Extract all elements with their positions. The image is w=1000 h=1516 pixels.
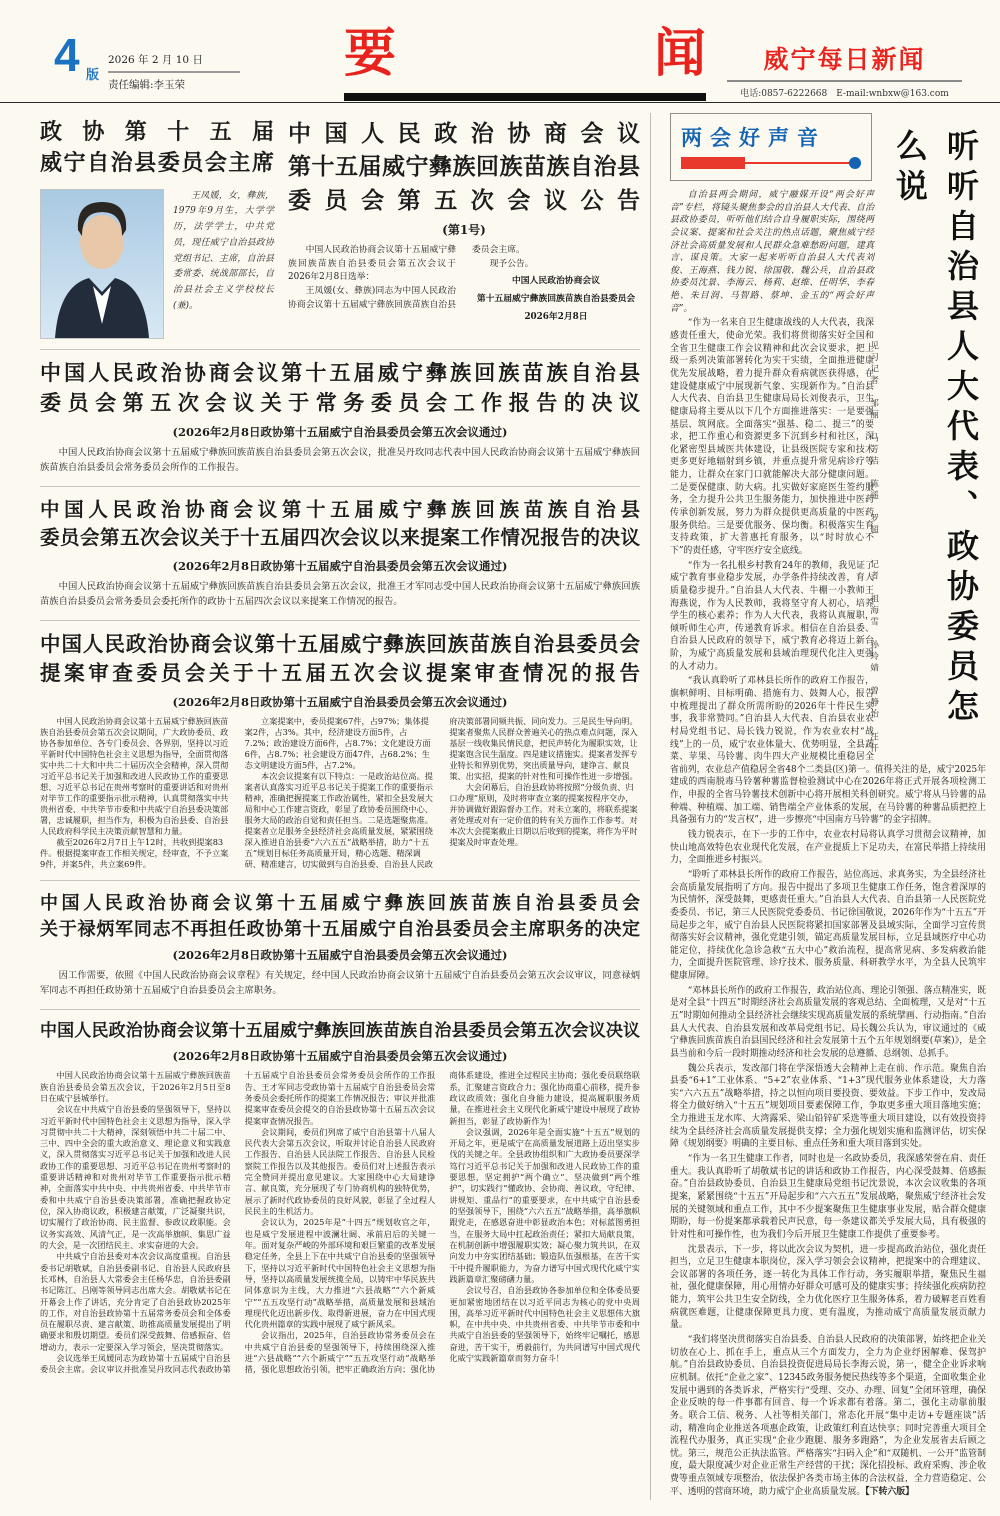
paragraph: 中国人民政治协商会议第十五届威宁彝族回族苗族自治县委员会第五次会议，批准吴丹玫同志代表中国人民政治协商会议第十五届威宁彝族回族苗族自治县委员会常务委员会所作的工作报告。 — [40, 447, 640, 474]
article-title-line2: 委员会第五次会议关于十五届四次会议以来提案工作情况报告的决议 — [40, 527, 640, 550]
paragraph: 中共威宁自治县委对本次会议高度重视。自治县委书记胡敬斌，自治县委副书记、自治县人民政府县长邓林，自治县人大常委会主任杨华忠，自治县委副书记陈江、吕刚等领导同志出席大会。胡敬斌书记在开幕会上作了讲话，充分肯定了自治县政协2025年的工作，对自治县政协第十五届常务委员会和全体委员在履职尽责、建言献策、助推高质量发展提出了明确要求和殷切期望。委员们深受鼓舞、倍感振奋、倍增动力，表示一定要深入学习领会，坚决贯彻落实。 — [40, 1251, 231, 1352]
paragraph: 魏公兵表示，发改部门将在学深悟透大会精神上走在前、作示范。聚焦自治县委“6+1”工业体系、“5+2”农业体系、“1+3”现代服务业体系建设，大力落实“六六五五”战略举措，持之以恒向项目要投资、要效益。下步工作中，发改局将全力做好纳入“十五五”规划项目要素保障工作，争取更多重大项目落地实施；全力推进玉龙水库、大湾露采、梁山铅锌矿采选等重大项目建设，以有效投资持续为全县经济社会高质量发展提供支撑；全力强化规划实施和监测评估，切实保障《规划纲要》明确的主要目标、重点任务和重大项目落到实处。 — [670, 1063, 986, 1150]
article-body — [40, 969, 640, 999]
article-title-line2: 关于禄炳军同志不再担任政协第十五届威宁自治县委员会主席职务的决定 — [40, 918, 640, 939]
paragraph: 现予公告。 — [489, 258, 534, 269]
blue-dot-icon — [849, 157, 861, 169]
article-subtitle: (2026年2月8日政协第十五届威宁自治县委员会第五次会议通过) — [172, 694, 508, 709]
paragraph: 沈景表示，下一步，将以此次会议为契机，进一步提高政治站位，强化责任担当，立足卫生健康本职岗位，深入学习领会会议精神，把提案中的合理建议、会议部署的各项任务，逐一转化为具体工作行动，务实履职举措，聚焦民生福祉，强化健康保障，用心用情办好群众可感可及的健康实事；持续强化疾病防控能力，筑牢公共卫生安全防线，全力优化医疗卫生服务体系，着力破解老百姓看病就医难题，让健康保障更具力度、更有温度，为推动威宁高质量发展贡献力量。 — [670, 1244, 986, 1331]
edition-label: 版 — [86, 68, 100, 83]
continued-notice: 【下转六版】 — [865, 1486, 915, 1497]
announcement-title-line1: 中国人民政治协商会议 — [288, 120, 640, 146]
article-title-line1: 中国人民政治协商会议第十五届威宁彝族回族苗族自治县委员会 — [40, 632, 640, 656]
red-line-icon — [745, 162, 853, 164]
article-proposal-work-resolution — [40, 486, 640, 619]
article-title: 中国人民政治协商会议第十五届威宁彝族回族苗族自治县委员会第五次会议决议 — [40, 1020, 640, 1040]
date-rule — [108, 71, 240, 73]
red-bar-icon — [681, 157, 745, 169]
article-proposal-review-report — [40, 620, 640, 880]
left-column — [40, 113, 640, 1500]
vertical-headline-block — [868, 113, 986, 761]
paragraph: “聆听了邓林县长所作的政府工作报告，站位高远、求真务实，为全县经济社会高质量发展指明了方向。报告中提出了多项卫生健康工作任务，饱含着深厚的为民情怀，深受鼓舞，更感责任重大。”自治县人大代表、自治县第一人民医院党委委员、书记，第三人民医院党委委员、书记徐国敬说，2026年作为“十五五”开局起步之年，威宁自治县人民医院将紧扣国家部署及县域实际，全面学习宣传贯彻落实好会议精神，强化党建引领，锚定高质量发展目标，立足县域医疗中心功能定位，持续优化急诊急救“五大中心”救治流程，提高常见病、多发病救治能力，全面提升医院管理、诊疗技术、服务质量、科研教学水平，为全县人民筑牢健康屏障。 — [670, 869, 986, 982]
article-subtitle: (2026年2月8日政协第十五届威宁自治县委员会第五次会议通过) — [172, 1049, 508, 1064]
article-title-line2: 提案审查委员会关于十五届五次会议提案审查情况的报告 — [40, 662, 640, 686]
paragraph: 中国人民政治协商会议第十五届威宁彝族回族苗族自治县委员会第五次会议于2026年2月8日选举： — [288, 245, 456, 283]
profile-title-line2: 威宁自治县委员会主席 — [40, 149, 274, 175]
paragraph: 因工作需要，依照《中国人民政治协商会议章程》有关规定，经中国人民政治协商会议第十五届威宁自治县委员会第五次会议审议，同意禄炳军同志不再担任政协第十五届威宁自治县委员会主席职务。 — [40, 969, 640, 996]
announcement-title-line3: 委员会第五次会议公告 — [288, 186, 640, 213]
paragraph: 大会闭幕后，自治县政协将按照“分级负责、归口办理”原则，及时将审查立案的提案按程序交办，并协调做好跟踪督办工作。对未立案的，将联系提案者处理或对有一定价值的转有关方面作工作参考。对本次大会提案截止日期以后收到的提案，将作为平时提案及时审查处理。 — [449, 781, 638, 847]
paragraph: 会议期间，委员们列席了威宁自治县第十八届人民代表大会第五次会议，听取并讨论自治县人民政府工作报告、自治县人民法院工作报告、自治县人民检察院工作报告以及其他报告。委员们对上述报告表示完全赞同并提出意见建议。大家围绕中心大局建诤言、献良策，充分展现了专门协商机构的独特优势，展示了新时代政协委员的良好风貌，彰显了全过程人民民主的生机活力。 — [244, 1126, 436, 1217]
chairwoman-profile — [40, 117, 274, 339]
paragraph: 会议在中共威宁自治县委的坚强领导下，坚持以习近平新时代中国特色社会主义思想为指导，深入学习贯彻中共二十大精神，深刻领悟中共二十届二中、三中、四中全会的重大政治意义、理论意义和实践意义，深入贯彻落实习近平总书记关于加强和改进人民政协工作的重要思想、习近平总书记在贵州考察时的重要讲话精神和对贵州对毕节工作重要指示批示精神，全面落实中共中央、中共贵州省委、中共毕节市委和中共威宁自治县委决策部署，准确把握政协定位，深入协商议政，积极建言献策，广泛凝聚共识，切实履行了政治协商、民主监督、参政议政职能。会议务实高效、风清气正，是一次高举旗帜、集思广益的大会，是一次团结民主、求实奋进的大会。 — [40, 1104, 231, 1250]
announcement-article — [288, 117, 640, 339]
top-row — [40, 113, 640, 349]
signature-org-line2: 第十五届威宁彝族回族苗族自治县委员会 — [476, 293, 636, 304]
profile-body — [40, 189, 274, 339]
paragraph: 本次会议提案有以下特点：一是政治站位高。提案者认真落实习近平总书记关于提案工作的重要指示精神，准确把握提案工作政治属性，紧扣全县发展大局和中心工作建言资政，彰显了政协委员围绕中心、服务大局的政治自觉和责任担当。二是选题聚焦准。提案者立足服务全县经济社会高质量发展，紧紧围绕深入推进自治县委“六六五五”战略举措，助力“十五五”规划目标任务高质量开局，精心选题、精深调研、精准建言，切实做到与自治县委、自治县人民政府决策部署同频共振、同向发力。三是民生导向明。提案者聚焦人民群众普遍关心的热点难点问题，深入基层一线收集民情民意，把民声转化为履职实效，让提案饱含民生温度。四是建议措施实。提案者发挥专业特长和界别优势，突出质量导向，建诤言、献良策、出实招，提案的针对性和可操作性进一步增强。 — [244, 715, 638, 869]
profile-bio — [173, 189, 274, 339]
paragraph: 会议选举王凤媛同志为政协第十五届威宁自治县委员会主席。会议审议并批准吴丹玫同志代表政协第十五届威宁自治县委员会常务委员会所作的工作报告、王才军同志受政协第十五届威宁自治县委员会常务委员会委托所作的提案工作情况报告；审议并批准提案审查委员会提交的自治县政协第十五届五次会议提案审查情况报告。 — [40, 1070, 436, 1375]
article-session-resolution — [40, 1009, 640, 1386]
headline-underline-bar — [344, 93, 706, 101]
portrait-photo — [40, 189, 164, 339]
article-title-line1: 中国人民政治协商会议第十五届威宁彝族回族苗族自治县 — [40, 361, 640, 385]
paragraph: “邓林县长所作的政府工作报告，政治站位高、理论引领强、落点精准实，既是对全县“十四五”时期经济社会高质量发展的客观总结、全面梳理，又是对“十五五”时期如何推动全县经济社会继续实现高质量发展的系统擘画、行动指南。”自治县人大代表、自治县发展和改革局党组书记、局长魏公兵认为，审议通过的《威宁彝族回族苗族自治县国民经济和社会发展第十五个五年规划纲要(草案)》，是全县当前和今后一段时期推动经济和社会发展的总遵循、总纲领、总抓手。 — [670, 985, 986, 1059]
masthead-block — [727, 40, 962, 99]
paragraph: 中国人民政治协商会议第十五届威宁彝族回族苗族自治县委员会第五次会议，于2026年2月5日至8日在威宁县城举行。 — [40, 1070, 231, 1103]
article-body — [40, 446, 640, 476]
paragraph: 钱力锐表示，在下一步的工作中，农业农村局将认真学习贯彻会议精神，加快山地高效特色农业现代化发展，在产业提质上下足功夫，在富民举措上持续用力，全面推进乡村振兴。 — [670, 830, 986, 866]
right-column — [661, 113, 986, 1500]
article-body-columns — [40, 716, 640, 870]
paragraph: 王凤媛(女、彝族)同志为中国人民政治协商会议第十五届威宁彝族回族苗族自治县委员会主席。 — [288, 245, 525, 310]
paragraph: “我认真聆听了邓林县长所作的政府工作报告，旗帜鲜明、目标明确、措施有力、鼓舞人心，报告中梳理提出了群众所需所盼的2026年十件民生实事，我非常赞同。”自治县人大代表、自治县农业农村局党组书记、局长钱力锐说，作为农业农村“战线”上的一员，威宁农业体量大、优势明显，全县蔬菜、苹果、马铃薯、肉牛四大产业规模比重稳居全省前列，农业总产值稳居全省48个二类县(区)第一。值得关注的是，威宁2025年建成的西南脱毒马铃薯种薯监督检验测试中心在2026年将正式开展各项检测工作，申报的全省马铃薯技术创新中心将开展相关科创研究。威宁将从马铃薯的品种端、种植端、加工端、销售端全产业体系的发展，在马铃薯的种薯品质把控上具备强有力的“发言权”，进一步擦亮“中国南方马铃薯”的金字招牌。 — [670, 676, 986, 826]
voices-intro: 自治县两会期间，威宁融媒开设“两会好声音”专栏，将镜头聚焦参会的自治县人大代表、自治县政协委员，听听他们结合自身履职实际，围绕两会议案、提案和社会关注的热点话题，聚焦威宁经济社会高质量发展和人民群众急难愁盼问题，建真言、谋良策。大家一起来听听自治县人大代表刘俊、王海燕、钱力锐、徐国敬、魏公兵，自治县政协委员沈景、李海云、杨莉、赵维、任明华、李春艳、朱目润、马智路、蔡坤、金玉的“两会好声音”。 — [670, 190, 874, 314]
article-subtitle: (2026年2月8日政协第十五届威宁自治县委员会第五次会议通过) — [172, 947, 508, 962]
date-editor-block — [108, 52, 240, 92]
publication-date: 2026 年 2 月 10 日 — [108, 54, 203, 66]
reporter-byline: 见习记者 邹丽 马芳洁 陈遥 罗超 记者 祖海雪 孙玲婧 曾静怡 汪仟 — [868, 341, 879, 755]
paragraph: 截至2026年2月7日上午12时，共收到提案83件。根据提案审查工作相关规定，经审查，不予立案9件，并案5件，共立案69件。 — [40, 836, 229, 869]
article-title-line1: 中国人民政治协商会议第十五届威宁彝族回族苗族自治县 — [40, 499, 640, 522]
article-subtitle: (2026年2月8日政协第十五届威宁自治县委员会第五次会议通过) — [172, 558, 508, 573]
announcement-issue-no: (第1号) — [442, 223, 486, 238]
announcement-title-line2: 第十五届威宁彝族回族苗族自治县 — [288, 153, 640, 180]
article-chairman-decision — [40, 880, 640, 1009]
voices-column-title: 两会好声音 — [681, 127, 826, 150]
paragraph — [670, 1334, 986, 1498]
page-number: 4 — [54, 29, 80, 81]
article-body — [40, 580, 640, 610]
editor-credit: 责任编辑:李玉荣 — [108, 79, 186, 91]
signature-date: 2026年2月8日 — [524, 311, 588, 322]
announcement-body — [288, 244, 640, 324]
article-subtitle: (2026年2月8日政协第十五届威宁自治县委员会第五次会议通过) — [172, 425, 508, 440]
portrait-silhouette — [41, 190, 163, 338]
masthead-rule — [727, 80, 962, 82]
article-body-columns — [40, 1070, 640, 1375]
paragraph: “作为一名来自卫生健康战线的人大代表，我深感责任重大，使命光荣。我们将贯彻落实好全国和全省卫生健康工作会议精神和此次会议要求，把上级一系列决策部署转化为实干实绩，全面推进健康优先发展战略，着力提升群众看病就医获得感，在建设健康威宁中展现新气象、实现新作为。”自治县人大代表、自治县卫生健康局局长刘俊表示，卫生健康局将主要从以下几个方面推进落实：一是要强基层、筑网底。全面落实“强基、稳二、提三”的要求，把工作重心和资源更多下沉到乡村和社区，深化紧密型县域医共体建设，让县级医院专家和技术更多更好地辐射到乡镇，并重点提升常见病诊疗等能力，让群众在家门口就能解决大部分健康问题。二是要保健康、防大病。扎实做好家庭医生签约服务，全力提升公共卫生服务能力，加快推进中医药传承创新发展，努力为群众提供更高质量的中医药服务供给。三是要优服务、保均衡。积极落实生育支持政策，扩大普惠托育服务，以“时时放心不下”的责任感，守牢医疗安全底线。 — [670, 318, 874, 556]
voices-column-box — [670, 113, 872, 181]
paragraph: “作为一名扎根乡村教育24年的教师，我见证了威宁教育事业稳步发展，办学条件持续改善，育人质量稳步提升。”自治县人大代表、牛棚一小教师王海燕说，作为人民教师，我将坚守育人初心，培养学生的核心素养；作为人大代表，我将认真履职，倾听师生心声，传递教育诉求。相信在自治县委、自治县人民政府的领导下，威宁教育必将迈上新台阶，为威宁高质量发展和县域治理现代化注入更强的人才动力。 — [670, 560, 874, 672]
voices-decoration — [681, 157, 861, 171]
vertical-headline: 听听自治县人大代表、政协委员怎么说 — [891, 129, 979, 729]
paragraph: “作为一名卫生健康工作者，同时也是一名政协委员，我深感荣誉在肩、责任重大。我认真聆听了胡敬斌书记的讲话和政协工作报告，内心深受鼓舞、倍感振奋。”自治县政协委员、自治县卫生健康局党组书记沈景说，本次会议收集的各项提案，紧紧围绕“十五五”开局起步和“六六五五”发展战略，聚焦威宁经济社会发展的关键领域和重点工作，其中不少提案聚焦卫生健康事业发展，贴合群众健康期盼，每一份提案都承载着民声民意，每一条建议都关乎发展大局，具有极强的针对性和可操作性，也为我们今后开展卫生健康工作提供了重要参考。 — [670, 1154, 986, 1240]
article-work-report-resolution — [40, 349, 640, 487]
paragraph: 立案提案中，委员提案67件，占97%；集体提案2件，占3%。其中，经济建设方面5件，占7.2%；政治建设方面6件，占8.7%；文化建设方面6件，占8.7%；社会建设方面47件，占68.2%；生态文明建设方面5件，占7.2%。 — [244, 715, 431, 770]
paragraph: 会议强调，2026年是全面实施“十五五”规划的开局之年，更是威宁在高质量发展道路上迈出坚实步伐的关键之年。全县政协组织和广大政协委员要深学笃行习近平总书记关于加强和改进人民政协工作的重要思想，坚定拥护“两个确立”、坚决做到“两个维护”，切实践行“懂政协、会协商、善议政，守纪律、讲规矩、重品行”的重要要求，在中共威宁自治县委的坚强领导下，围绕“六六五五”战略举措，高举旗帜跟党走，在感恩奋进中彰显政治本色；对标蓝图勇担当，在服务大局中扛起政治责任；紧扣大局献良策，在机制创新中增强履职实效；凝心聚力筑共识，在双向发力中夯实团结基础；锻造队伍强根基，在苦干实干中提升履职能力，为奋力谱写中国式现代化威宁实践新篇章汇聚磅礴力量。 — [449, 1126, 640, 1284]
paragraph-text: “我们将坚决贯彻落实自治县委、自治县人民政府的决策部署，始终把企业关切放在心上、抓在手上，重点从三个方面发力，全力为企业纾困解难、保驾护航。”自治县政协委员、自治县投资促进局局长李海云说，第一，健全企业诉求响应机制。依托“企业之家”、12345政务服务便民热线等多个渠道，全面收集企业发展中遇到的各类诉求，严格实行“受理、交办、办理、回复”全闭环管理，确保企业反映的每一件事都有回音、每一个诉求都有着落。第二，强化主动靠前服务。联合工信、税务、人社等相关部门，常态化开展“集中走访+专题座谈”活动，精准向企业推送各项惠企政策，让政策红利直达快享；同时完善重大项目全流程代办服务，真正实现“企业少跑腿、服务多跑路”，为企业发展省去后顾之忧。第三，规范公正执法监管。严格落实“扫码入企”和“双随机、一公开”监管制度，最大限度减少对企业正常生产经营的干扰；深化招投标、政府采购、涉企收费等重点领域专项整治，依法保护各类市场主体的合法权益，全力营造稳定、公平、透明的营商环境，助力威宁企业高质量发展。 — [670, 1335, 986, 1497]
paragraph: 会议指出，2025年，自治县政协常务委员会在中共威宁自治县委的坚强领导下，持续围绕深入推进“六县战略”“六个新威宁”“五五攻坚行动”战略举措，强化思想政治引领，把牢正确政治方向；强化协商体系建设，推进全过程民主协商；强化委员联络联系，汇聚建言资政合力；强化协商重心前移，提升参政议政质效；强化自身能力建设，提高履职服务质量，在推进社会主义现代化新威宁建设中展现了政协新担当，彰显了政协新作为！ — [244, 1070, 640, 1375]
paragraph: 中国人民政治协商会议第十五届威宁彝族回族苗族自治县委员会第五次会议期间，广大政协委员、政协各参加单位、各专门委员会、各界别，坚持以习近平新时代中国特色社会主义思想为指导，全面贯彻落实中共二十大和中共二十届历次全会精神，深入贯彻习近平总书记关于加强和改进人民政协工作的重要思想、习近平总书记在贵州考察时的重要讲话和对贵州对毕节工作的重要指示批示精神，认真贯彻落实中共贵州省委、中共毕节市委和中共威宁自治县委决策部署，忠诚履职，担当作为，积极为自治县委、自治县人民政府科学民主决策贡献智慧和力量。 — [40, 715, 229, 836]
article-title-line1: 中国人民政治协商会议第十五届威宁彝族回族苗族自治县委员会 — [40, 892, 640, 913]
section-char-left: 要 — [344, 25, 397, 83]
profile-bio-text: 王凤媛，女，彝族，1979年9月生，大学学历，法学学士，中共党员，现任威宁自治县政协党组书记、主席，自治县委常委、统战部部长，自治县社会主义学校校长(兼)。 — [173, 190, 274, 311]
masthead-title: 威宁每日新闻 — [763, 46, 926, 74]
profile-title-line1: 政协第十五届 — [40, 119, 274, 144]
page-header — [0, 0, 1000, 103]
masthead-contact: 电话:0857-6222668 E-mail:wnbxw@163.com — [740, 88, 949, 99]
signature-org-line1: 中国人民政治协商会议 — [512, 276, 600, 287]
main-area — [0, 103, 1000, 1516]
paragraph: 中国人民政治协商会议第十五届威宁彝族回族苗族自治县委员会第五次会议，批准王才军同志受中国人民政治协商会议第十五届威宁彝族回族苗族自治县委员会常务委员会委托所作的政协十五届四次会议以来提案工作情况的报告。 — [40, 580, 640, 607]
article-title-line2: 委员会第五次会议关于常务委员会工作报告的决议 — [40, 392, 640, 416]
paragraph: 会议认为，2025年是“十四五”规划收官之年，也是威宁发展进程中波澜壮阔、承前启后的关键一年。面对复杂严峻的外部环境和艰巨繁重的改革发展稳定任务，全县上下在中共威宁自治县委的坚强领导下，坚持以习近平新时代中国特色社会主义思想为指导，坚持以高质量发展统揽全局，以铸牢中华民族共同体意识为主线，大力推进“六县战略”“六个新威宁”“五五攻坚行动”战略举措，高质量发展和县域治理现代化迈出新步伐、取得新进展，奋力在中国式现代化贵州篇章的实践中展现了威宁新风采。 — [244, 1217, 436, 1330]
paragraph: 会议号召，自治县政协各参加单位和全体委员要更加紧密地团结在以习近平同志为核心的党中央周围，高举习近平新时代中国特色社会主义思想伟大旗帜，在中共中央、中共贵州省委、中共毕节市委和中共威宁自治县委的坚强领导下，始终牢记嘱托，感恩奋进，苦干实干，勇毅前行，为共同谱写中国式现代化威宁实践新篇章而努力奋斗！ — [449, 1285, 640, 1364]
column-divider — [650, 113, 651, 1500]
section-char-right: 闻 — [653, 25, 706, 83]
section-title — [344, 25, 706, 83]
